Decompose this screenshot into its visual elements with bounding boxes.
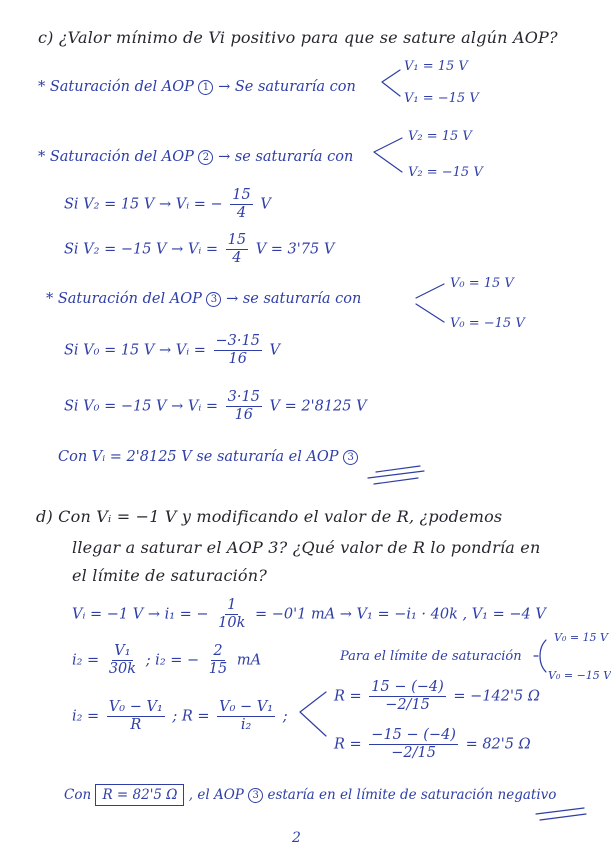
aop2-branch-arrows xyxy=(374,138,402,172)
calc-l2-num: V₁ xyxy=(112,644,132,661)
aop2-tail: → se saturaría con xyxy=(218,149,354,165)
aop3-case2-post: V = 2'8125 V xyxy=(269,398,367,415)
aop1-branch-top: V₁ = 15 V xyxy=(404,59,468,74)
conclusion-c-underline xyxy=(368,466,424,484)
limit-top: V₀ = 15 V xyxy=(554,631,609,644)
calc-l1-pre: Vᵢ = −1 V → i₁ = − xyxy=(72,606,209,623)
calc-l3-post: ; xyxy=(282,708,288,725)
aop1-number-circle: 1 xyxy=(198,80,213,95)
aop2-case1-pre: Si V₂ = 15 V → Vᵢ = − xyxy=(64,196,223,213)
conclusion-d-boxed-result: R = 82'5 Ω xyxy=(95,784,184,806)
calc-l3-num: V₀ − V₁ xyxy=(107,700,165,717)
aop2-case1-den: 4 xyxy=(236,205,247,222)
calc-l1-den: 10k xyxy=(218,615,246,632)
conclusion-c-text: Con Vᵢ = 2'8125 V se saturaría el AOP xyxy=(58,449,339,465)
conclusion-d-tail: estaría en el límite de saturación negativo xyxy=(267,787,557,803)
calc-l2-post: mA xyxy=(236,652,262,669)
r2-den: −2/15 xyxy=(391,745,436,762)
calc-l3-num2: V₀ − V₁ xyxy=(217,700,275,717)
r1-post: = −142'5 Ω xyxy=(453,688,540,705)
r2-pre: R = xyxy=(334,736,362,753)
aop3-case1-den: 16 xyxy=(228,351,247,368)
aop1-branch-arrows xyxy=(382,70,400,96)
aop2-number-circle: 2 xyxy=(198,150,213,165)
calc-l1-post: = −0'1 mA → V₁ = −i₁ · 40k , V₁ = −4 V xyxy=(255,606,546,623)
aop3-case2-den: 16 xyxy=(234,407,254,424)
limit-text: Para el límite de saturación xyxy=(340,649,522,664)
limit-brace xyxy=(534,640,546,672)
limit-bottom: V₀ = −15 V xyxy=(548,669,611,682)
page-number: 2 xyxy=(292,830,301,846)
aop2-branch-top: V₂ = 15 V xyxy=(408,129,472,144)
question-d-line3: el límite de saturación? xyxy=(72,566,268,585)
calc-l2-mid: ; i₂ = − xyxy=(145,652,200,669)
r1-num: 15 − (−4) xyxy=(369,680,446,697)
calc-l2-num2: 2 xyxy=(211,644,224,661)
calc-l2-den2: 15 xyxy=(208,661,228,678)
r2-post: = 82'5 Ω xyxy=(465,736,531,753)
calc-l3-mid: ; R = xyxy=(172,708,210,725)
aop2-label: * Saturación del AOP xyxy=(38,149,194,165)
aop2-case2-num: 15 xyxy=(226,233,248,250)
conclusion-d-circle: 3 xyxy=(248,788,263,803)
question-c-text: c) ¿Valor mínimo de Vi positivo para que se sature algún AOP? xyxy=(38,28,558,47)
calc-l3-den2: i₂ xyxy=(240,717,252,734)
r-branch-arrows xyxy=(300,692,326,736)
aop2-case2-den: 4 xyxy=(232,250,242,267)
r2-num: −15 − (−4) xyxy=(369,728,458,745)
aop3-branch-arrows xyxy=(416,284,444,322)
calc-l2-den: 30k xyxy=(108,661,137,678)
conclusion-d-underline xyxy=(536,808,586,820)
aop3-case2-pre: Si V₀ = −15 V → Vᵢ = xyxy=(64,398,219,415)
question-d-line1: d) Con Vᵢ = −1 V y modificando el valor de R, ¿podemos xyxy=(36,507,503,526)
aop2-case1-unit: V xyxy=(260,196,271,213)
aop2-case2-post: V = 3'75 V xyxy=(255,241,335,258)
calc-l2-pre: i₂ = xyxy=(72,652,100,669)
aop1-tail: → Se saturaría con xyxy=(218,79,356,95)
aop3-number-circle: 3 xyxy=(206,292,221,307)
aop1-label: * Saturación del AOP xyxy=(38,79,194,95)
aop2-case1-num: 15 xyxy=(230,188,252,205)
aop2-case2-pre: Si V₂ = −15 V → Vᵢ = xyxy=(64,241,219,258)
calc-l3-den: R xyxy=(130,717,142,734)
aop1-branch-bottom: V₁ = −15 V xyxy=(404,91,479,106)
aop3-case1-num: −3·15 xyxy=(214,334,262,351)
conclusion-d-pre: Con xyxy=(64,787,92,803)
aop3-branch-top: V₀ = 15 V xyxy=(450,276,514,291)
calc-l1-num: 1 xyxy=(225,598,238,615)
r1-den: −2/15 xyxy=(385,697,430,714)
aop3-case1-pre: Si V₀ = 15 V → Vᵢ = xyxy=(64,342,206,359)
aop2-branch-bottom: V₂ = −15 V xyxy=(408,165,483,180)
calc-l3-pre: i₂ = xyxy=(72,708,100,725)
aop3-case1-unit: V xyxy=(269,342,281,359)
conclusion-d-post: , el AOP xyxy=(188,787,244,803)
aop3-tail: → se saturaría con xyxy=(226,291,362,307)
aop3-case2-num: 3·15 xyxy=(226,390,262,407)
question-d-line2: llegar a saturar el AOP 3? ¿Qué valor de R lo pondría en xyxy=(72,538,541,557)
r1-pre: R = xyxy=(334,688,362,705)
conclusion-c-circle: 3 xyxy=(343,450,358,465)
aop3-label: * Saturación del AOP xyxy=(46,291,202,307)
aop3-branch-bottom: V₀ = −15 V xyxy=(450,316,525,331)
